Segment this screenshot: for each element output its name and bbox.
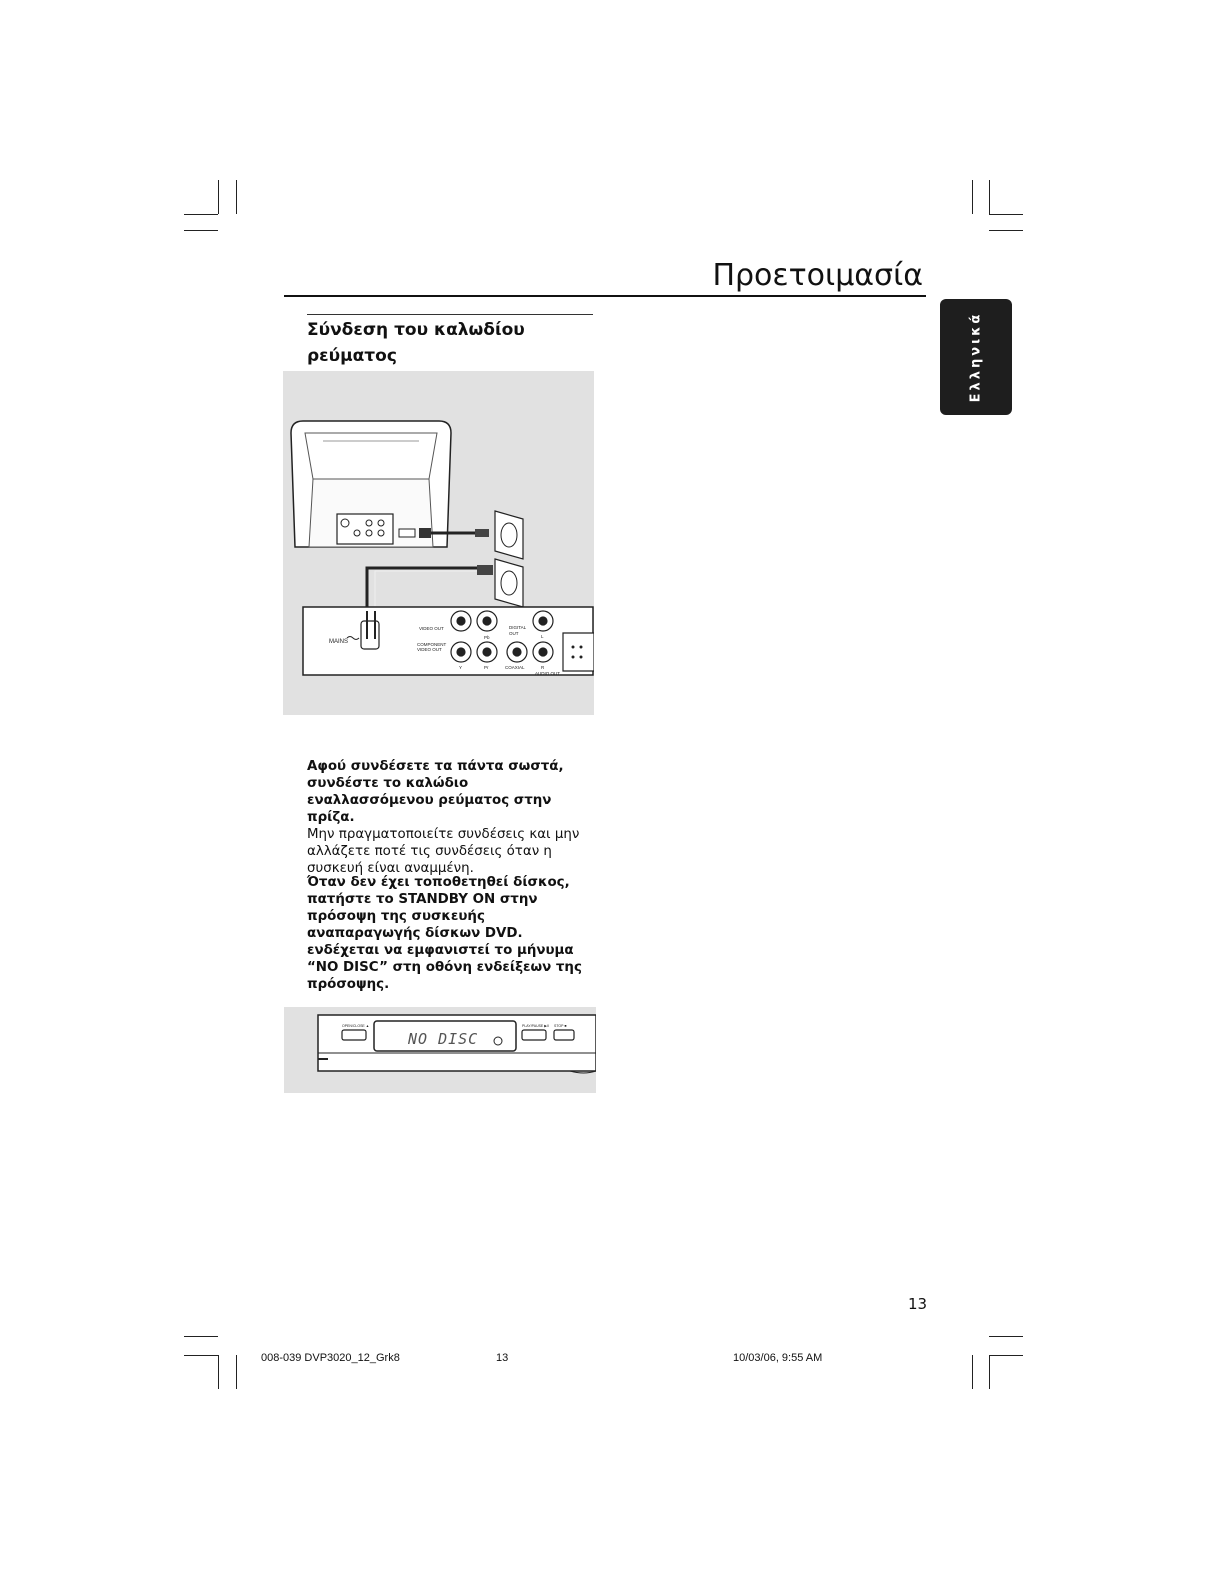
label-stop: STOP ■ [554, 1024, 567, 1028]
label-pb: Pb [484, 635, 490, 640]
crop-mark [218, 1355, 219, 1389]
power-connection-illustration [283, 371, 594, 715]
label-open-close: OPEN/CLOSE ▲ [342, 1024, 370, 1028]
language-tab-label: Ελληνικά [968, 311, 984, 403]
crop-mark [236, 1355, 237, 1389]
label-audio-out: AUDIO OUT [535, 671, 561, 676]
front-panel-svg [284, 1007, 596, 1093]
footer-file: 008-039 DVP3020_12_Grk8 [261, 1352, 400, 1364]
crop-mark [989, 1336, 1023, 1337]
label-component-1: COMPONENT [417, 642, 447, 647]
crop-mark [989, 1355, 990, 1389]
crop-mark [184, 214, 218, 215]
instruction-block-1 [307, 758, 599, 877]
crop-mark [972, 1355, 973, 1389]
label-video-out: VIDEO OUT [419, 626, 444, 631]
instruction-block-2 [307, 874, 599, 993]
label-y: Y [459, 665, 463, 670]
instruction-1-bold: Αφού συνδέσετε τα πάντα σωστά, συνδέστε το καλώδιο εναλλασσόμενου ρεύματος στην πρίζα. [307, 759, 564, 825]
language-tab [940, 299, 1012, 415]
crop-mark [184, 1355, 218, 1356]
instruction-2-part1: Όταν δεν έχει τοποθετηθεί δίσκος, πατήστε το STANDBY ON στην πρόσοψη της συσκευής αναπαραγωγής δίσκων DVD. [307, 875, 570, 941]
label-play-pause: PLAY/PAUSE ▶II [522, 1024, 549, 1028]
header-rule [284, 295, 926, 297]
page-number: 13 [908, 1295, 928, 1313]
page-section-title: Προετοιμασία [712, 258, 923, 293]
crop-mark [989, 180, 990, 214]
crop-mark [972, 180, 973, 214]
label-mains: MAINS [329, 639, 349, 645]
crop-mark [218, 180, 219, 214]
label-l: L [541, 634, 544, 639]
section-heading-line2: ρεύματος [307, 346, 397, 366]
footer-timestamp: 10/03/06, 9:55 AM [733, 1352, 823, 1364]
crop-mark [184, 230, 218, 231]
label-r: R [541, 665, 545, 670]
instruction-1-normal: Μην πραγματοποιείτε συνδέσεις και μην αλλάζετε ποτέ τις συνδέσεις όταν η συσκευή είναι αναμμένη. [307, 827, 580, 876]
connection-diagram-svg [283, 371, 594, 715]
crop-mark [989, 230, 1023, 231]
label-pr: Pr [484, 665, 489, 670]
crop-mark [989, 1355, 1023, 1356]
footer-page: 13 [496, 1352, 509, 1364]
crop-mark [184, 1336, 218, 1337]
label-component-2: VIDEO OUT [417, 647, 442, 652]
section-heading [307, 317, 597, 369]
section-rule [307, 314, 593, 315]
front-panel-illustration [284, 1007, 596, 1093]
crop-mark [989, 214, 1023, 215]
label-digital-out-1: DIGITAL [509, 625, 527, 630]
label-coaxial: COAXIAL [505, 665, 525, 670]
display-no-disc: NO DISC [408, 1030, 479, 1048]
crop-mark [236, 180, 237, 214]
instruction-2-part2: ενδέχεται να εμφανιστεί το μήνυμα “NO DISC” στη οθόνη ενδείξεων της πρόσοψης. [307, 943, 582, 992]
section-heading-line1: Σύνδεση του καλωδίου [307, 320, 525, 340]
label-digital-out-2: OUT [509, 631, 519, 636]
